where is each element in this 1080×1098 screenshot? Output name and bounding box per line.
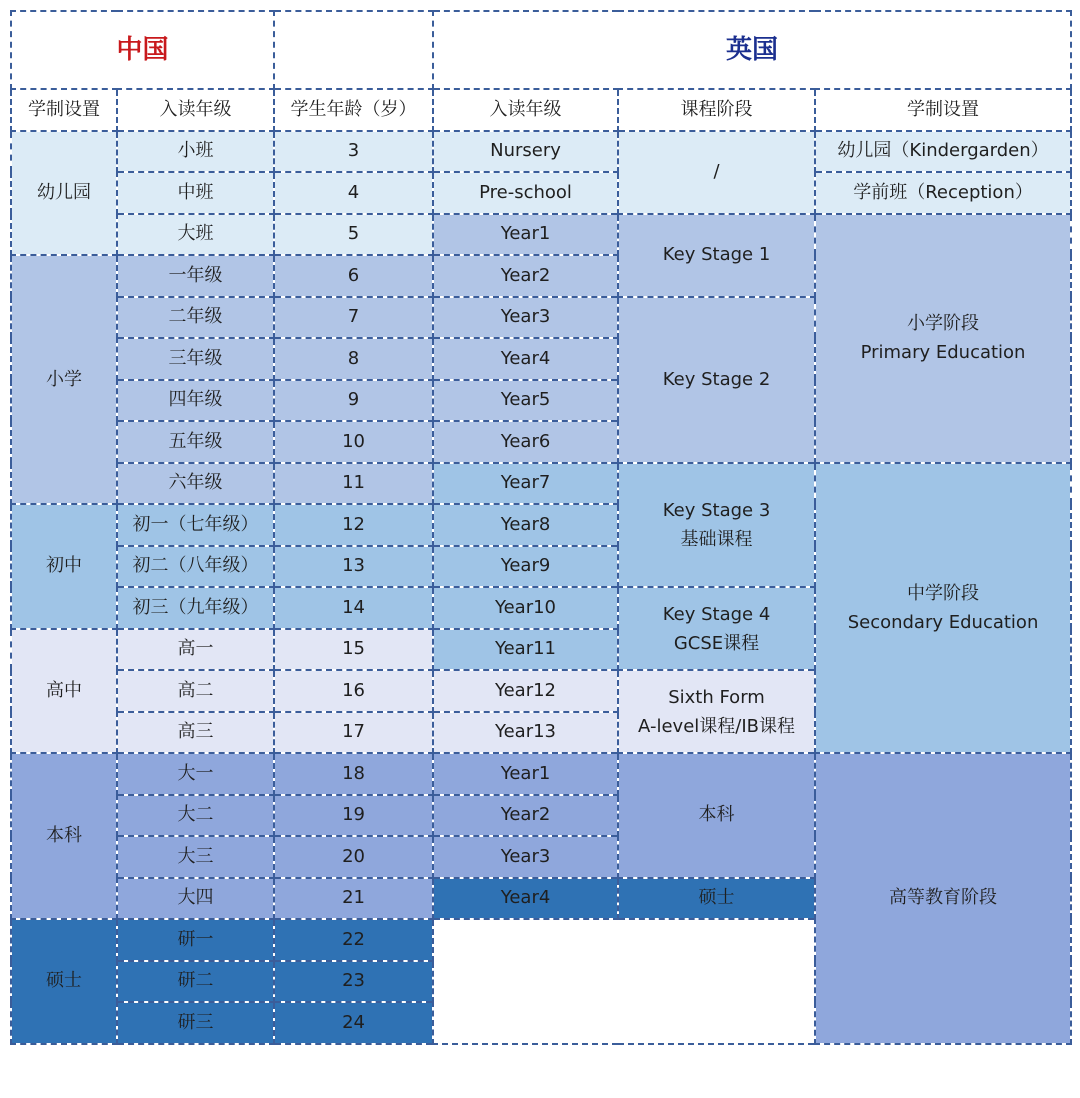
china-title: 中国 bbox=[11, 11, 274, 89]
uk-grade-cell: Year3 bbox=[433, 297, 618, 339]
title-spacer bbox=[274, 11, 433, 89]
uk-system-primary-cn: 小学阶段 bbox=[907, 313, 980, 334]
uk-system-secondary bbox=[815, 463, 1071, 754]
uk-stage-key-stage-3-line2: 基础课程 bbox=[680, 528, 753, 550]
uk-grade-cell: Year2 bbox=[433, 255, 618, 297]
uk-grade-cell: Year1 bbox=[433, 753, 618, 795]
uk-stage-key-stage-3-line1: Key Stage 3 bbox=[662, 499, 771, 521]
age-cell: 5 bbox=[274, 214, 433, 256]
uk-grade-cell: Year7 bbox=[433, 463, 618, 505]
china-grade-cell: 中班 bbox=[117, 172, 274, 214]
china-grade-cell: 研一 bbox=[117, 919, 274, 961]
china-grade-cell: 二年级 bbox=[117, 297, 274, 339]
uk-grade-cell: Year11 bbox=[433, 629, 618, 671]
uk-system-kindergarden: 幼儿园（Kindergarden） bbox=[815, 131, 1071, 173]
uk-grade-cell: Year3 bbox=[433, 836, 618, 878]
china-system-junior-high: 初中 bbox=[11, 504, 117, 629]
comparison-table-wrapper bbox=[10, 10, 1072, 1045]
age-cell: 9 bbox=[274, 380, 433, 422]
uk-system-higher-education: 高等教育阶段 bbox=[815, 753, 1071, 1044]
uk-grade-cell: Year5 bbox=[433, 380, 618, 422]
age-cell: 17 bbox=[274, 712, 433, 754]
age-cell: 18 bbox=[274, 753, 433, 795]
age-cell: 14 bbox=[274, 587, 433, 629]
uk-grade-cell: Year9 bbox=[433, 546, 618, 588]
china-system-primary: 小学 bbox=[11, 255, 117, 504]
china-grade-cell: 大三 bbox=[117, 836, 274, 878]
title-row bbox=[11, 11, 1071, 89]
china-system-kindergarten: 幼儿园 bbox=[11, 131, 117, 256]
age-cell: 8 bbox=[274, 338, 433, 380]
china-grade-cell: 大二 bbox=[117, 795, 274, 837]
header-uk-grade: 入读年级 bbox=[433, 89, 618, 131]
age-cell: 19 bbox=[274, 795, 433, 837]
header-row bbox=[11, 89, 1071, 131]
china-grade-cell: 大班 bbox=[117, 214, 274, 256]
table-row bbox=[11, 131, 1071, 173]
age-cell: 20 bbox=[274, 836, 433, 878]
uk-stage-key-stage-3 bbox=[618, 463, 815, 588]
age-cell: 7 bbox=[274, 297, 433, 339]
uk-stage-key-stage-1: Key Stage 1 bbox=[618, 214, 815, 297]
uk-grade-cell: Year4 bbox=[433, 878, 618, 920]
uk-stage-sixth-form-line1: Sixth Form bbox=[668, 686, 765, 708]
uk-grade-cell: Year10 bbox=[433, 587, 618, 629]
header-uk-stage: 课程阶段 bbox=[618, 89, 815, 131]
china-system-masters: 硕士 bbox=[11, 919, 117, 1044]
age-cell: 24 bbox=[274, 1002, 433, 1044]
uk-grade-cell: Nursery bbox=[433, 131, 618, 173]
china-system-undergraduate: 本科 bbox=[11, 753, 117, 919]
uk-grade-cell: Year2 bbox=[433, 795, 618, 837]
age-cell: 21 bbox=[274, 878, 433, 920]
uk-title: 英国 bbox=[433, 11, 1071, 89]
uk-stage-sixth-form-line2: A-level课程/IB课程 bbox=[638, 715, 795, 737]
china-grade-cell: 小班 bbox=[117, 131, 274, 173]
table-row bbox=[11, 172, 1071, 214]
china-grade-cell: 三年级 bbox=[117, 338, 274, 380]
china-grade-cell: 一年级 bbox=[117, 255, 274, 297]
china-grade-cell: 六年级 bbox=[117, 463, 274, 505]
china-grade-cell: 高一 bbox=[117, 629, 274, 671]
age-cell: 13 bbox=[274, 546, 433, 588]
china-grade-cell: 初一（七年级） bbox=[117, 504, 274, 546]
uk-system-primary bbox=[815, 214, 1071, 463]
china-grade-cell: 大四 bbox=[117, 878, 274, 920]
uk-stage-key-stage-4-line1: Key Stage 4 bbox=[662, 603, 771, 625]
china-grade-cell: 初二（八年级） bbox=[117, 546, 274, 588]
header-china-system: 学制设置 bbox=[11, 89, 117, 131]
uk-stage-undergraduate: 本科 bbox=[618, 753, 815, 878]
uk-stage-key-stage-2: Key Stage 2 bbox=[618, 297, 815, 463]
uk-system-primary-en: Primary Education bbox=[860, 342, 1026, 363]
uk-system-secondary-en: Secondary Education bbox=[847, 611, 1039, 633]
age-cell: 22 bbox=[274, 919, 433, 961]
age-cell: 6 bbox=[274, 255, 433, 297]
empty-cell bbox=[433, 919, 815, 1044]
uk-stage-none: / bbox=[618, 131, 815, 214]
china-grade-cell: 高二 bbox=[117, 670, 274, 712]
uk-stage-masters: 硕士 bbox=[618, 878, 815, 920]
uk-stage-key-stage-4-line2: GCSE课程 bbox=[673, 632, 760, 654]
age-cell: 11 bbox=[274, 463, 433, 505]
china-grade-cell: 五年级 bbox=[117, 421, 274, 463]
age-cell: 4 bbox=[274, 172, 433, 214]
china-grade-cell: 高三 bbox=[117, 712, 274, 754]
table-row bbox=[11, 463, 1071, 505]
uk-grade-cell: Year8 bbox=[433, 504, 618, 546]
china-grade-cell: 初三（九年级） bbox=[117, 587, 274, 629]
uk-grade-cell: Year13 bbox=[433, 712, 618, 754]
china-grade-cell: 四年级 bbox=[117, 380, 274, 422]
china-system-senior-high: 高中 bbox=[11, 629, 117, 754]
age-cell: 3 bbox=[274, 131, 433, 173]
uk-grade-cell: Year4 bbox=[433, 338, 618, 380]
uk-grade-cell: Year6 bbox=[433, 421, 618, 463]
age-cell: 10 bbox=[274, 421, 433, 463]
age-cell: 16 bbox=[274, 670, 433, 712]
uk-grade-cell: Year1 bbox=[433, 214, 618, 256]
uk-stage-sixth-form bbox=[618, 670, 815, 753]
uk-grade-cell: Pre-school bbox=[433, 172, 618, 214]
uk-grade-cell: Year12 bbox=[433, 670, 618, 712]
uk-stage-key-stage-4 bbox=[618, 587, 815, 670]
uk-system-reception: 学前班（Reception） bbox=[815, 172, 1071, 214]
uk-system-secondary-cn: 中学阶段 bbox=[907, 582, 980, 604]
table-row bbox=[11, 753, 1071, 795]
china-grade-cell: 研二 bbox=[117, 961, 274, 1003]
age-cell: 12 bbox=[274, 504, 433, 546]
header-china-grade: 入读年级 bbox=[117, 89, 274, 131]
table-row bbox=[11, 214, 1071, 256]
china-grade-cell: 大一 bbox=[117, 753, 274, 795]
education-comparison-table bbox=[10, 10, 1072, 1045]
age-cell: 23 bbox=[274, 961, 433, 1003]
china-grade-cell: 研三 bbox=[117, 1002, 274, 1044]
header-uk-system: 学制设置 bbox=[815, 89, 1071, 131]
header-age: 学生年龄（岁） bbox=[274, 89, 433, 131]
age-cell: 15 bbox=[274, 629, 433, 671]
